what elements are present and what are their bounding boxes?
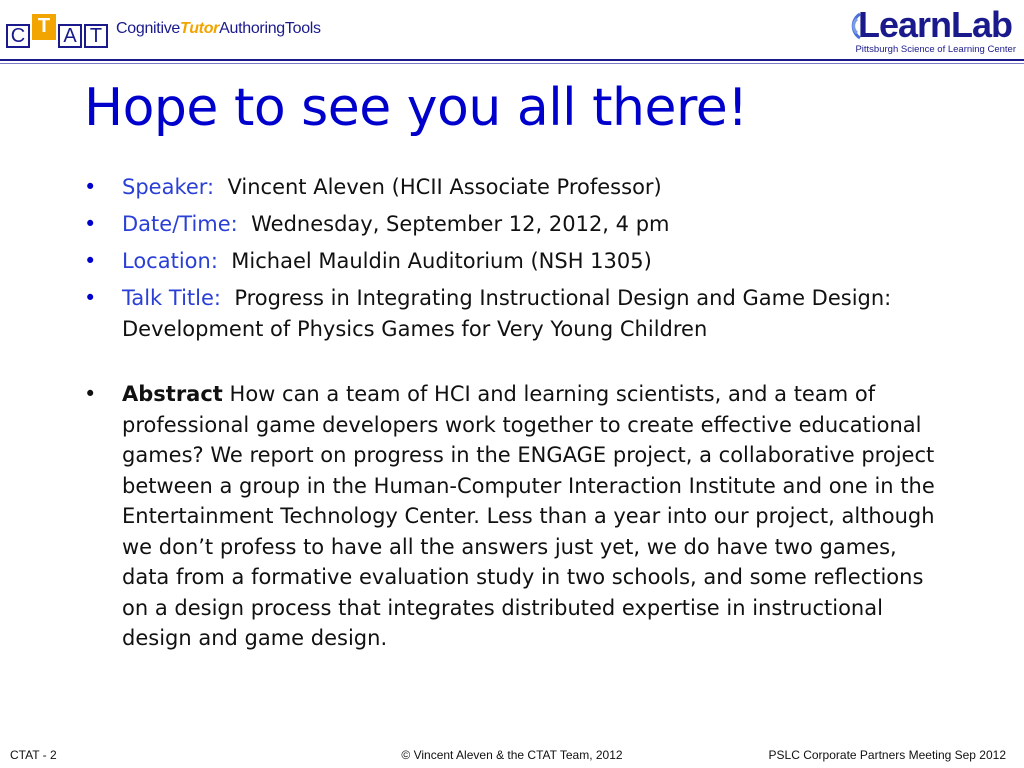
abstract-label: Abstract	[122, 382, 223, 406]
ctat-logo-letter: C	[6, 24, 30, 48]
footer-slide-number: CTAT - 2	[10, 748, 57, 762]
bullet-list	[84, 172, 944, 654]
ctat-logo-letter: A	[58, 24, 82, 48]
bullet-speaker	[84, 172, 944, 203]
ctat-logo-letter: T	[84, 24, 108, 48]
bullet-dot: •	[84, 382, 97, 406]
bullet-text: Michael Mauldin Auditorium (NSH 1305)	[231, 249, 652, 273]
bullet-location	[84, 246, 944, 277]
bullet-label: Speaker:	[122, 175, 215, 199]
ctat-tagline-post: AuthoringTools	[219, 20, 321, 37]
ctat-logo-letter: T	[32, 14, 56, 40]
bullet-dot: •	[84, 249, 97, 273]
bullet-label: Date/Time:	[122, 212, 238, 236]
ctat-tagline-mid: Tutor	[180, 20, 220, 37]
bullet-label: Location:	[122, 249, 218, 273]
bullet-text: Wednesday, September 12, 2012, 4 pm	[251, 212, 670, 236]
abstract-text: How can a team of HCI and learning scientists, and a team of professional game developers work together to create effective educational games? We report on progress in the ENGAGE project, a collaborative project between a group in the Human-Computer Interaction Institute and one in the Entertainment Technology Center. Less than a year into our project, although we don’t profess to have all the answers just yet, we do have two games, data from a formative evaluation study in two schools, and some reflections on a design process that integrates distributed expertise in instructional design and game design.	[122, 382, 935, 650]
bullet-talk-title	[84, 283, 944, 345]
ctat-logo	[6, 10, 326, 50]
footer-event: PSLC Corporate Partners Meeting Sep 2012	[768, 748, 1006, 762]
header-rule-thin	[0, 63, 1024, 64]
bullet-text: Progress in Integrating Instructional Design and Game Design: Development of Physics Games for Very Young Children	[122, 286, 892, 341]
bullet-dot: •	[84, 286, 97, 310]
slide-title: Hope to see you all there!	[84, 78, 748, 138]
bullet-abstract	[84, 379, 944, 654]
bullet-text: Vincent Aleven (HCII Associate Professor)	[227, 175, 662, 199]
ctat-tagline	[116, 20, 321, 38]
footer-copyright: © Vincent Aleven & the CTAT Team, 2012	[401, 748, 623, 762]
bullet-datetime	[84, 209, 944, 240]
learnlab-logo	[838, 4, 1020, 56]
learnlab-subtitle: Pittsburgh Science of Learning Center	[855, 44, 1016, 55]
bullet-label: Talk Title:	[122, 286, 221, 310]
bullet-dot: •	[84, 175, 97, 199]
header-rule	[0, 59, 1024, 61]
bullet-dot: •	[84, 212, 97, 236]
ctat-tagline-pre: Cognitive	[116, 20, 181, 37]
learnlab-name: LearnLab	[858, 4, 1013, 45]
